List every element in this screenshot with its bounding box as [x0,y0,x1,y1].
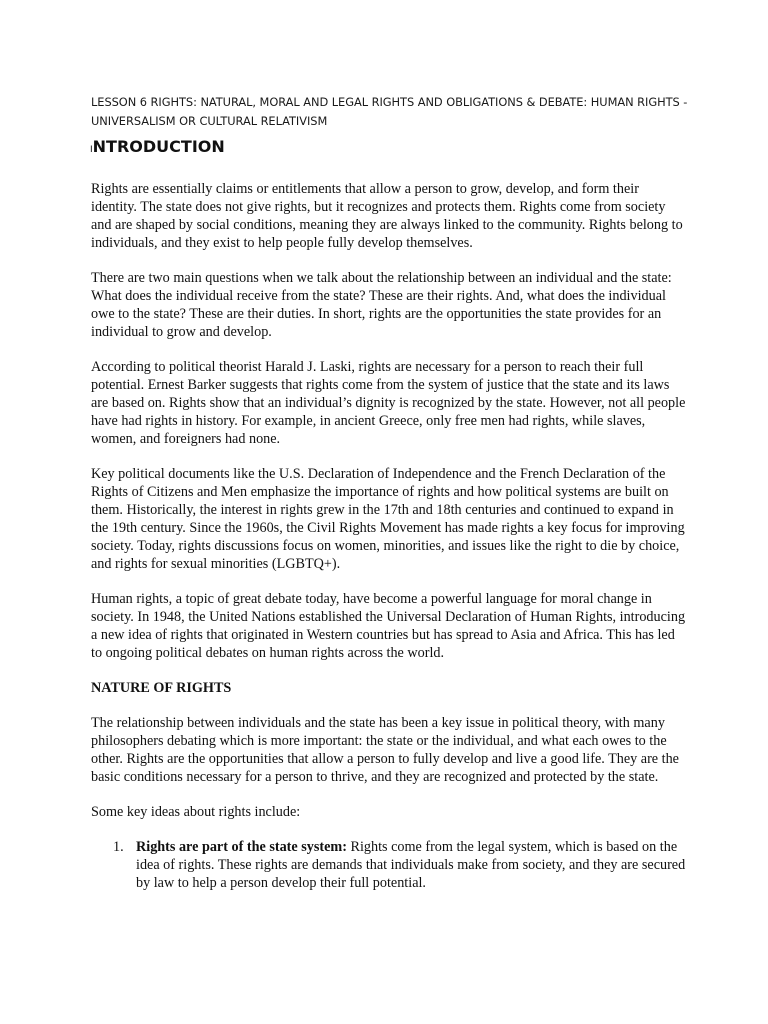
list-item-number: 1. [113,839,124,855]
lesson-title: LESSON 6 RIGHTS: NATURAL, MORAL AND LEGAL RIGHTS AND OBLIGATIONS & DEBATE: HUMAN RIGHTS - UNIVERSALISM OR CULTURAL RELATIVISM [91,95,688,128]
key-ideas-list [91,838,687,892]
document-body [91,180,687,892]
nature-of-rights-heading: NATURE OF RIGHTS [91,680,232,696]
paragraph: Rights are essentially claims or entitlements that allow a person to grow, develop, and form their identity. The state does not give rights, but it recognizes and protects them. Rights come from society and are shaped by social conditions, meaning they are always linked to the community. Rights belong to individuals, and they exist to help people fully develop themselves. [91,181,683,251]
paragraph: Human rights, a topic of great debate today, have become a powerful language for moral change in society. In 1948, the United Nations established the Universal Declaration of Human Rights, introducing a new idea of rights that originated in Western countries but has spread to Asia and Africa. This has led to ongoing political debates on human rights across the world. [91,591,686,661]
paragraph: According to political theorist Harald J. Laski, rights are necessary for a person to reach their full potential. Ernest Barker suggests that rights come from the system of justice that the state and its laws are based on. Rights show that an individual’s dignity is recognized by the state. However, not all people have had rights in history. For example, in ancient Greece, only free men had rights, while slaves, women, and foreigners had none. [91,359,686,447]
paragraph: There are two main questions when we talk about the relationship between an individual and the state: What does the individual receive from the state? These are their rights. And, what does the individual owe to the state? These are their duties. In short, rights are the opportunities the state provides for an individual to grow and develop. [91,270,672,340]
key-ideas-intro: Some key ideas about rights include: [91,804,301,820]
introduction-heading [90,137,225,156]
list-item-title: Rights are part of the state system: [136,839,347,855]
introduction-heading-text: NTRODUCTION [92,137,225,156]
list-item-text: Rights come from the legal system, which is based on the idea of rights. These rights are demands that individuals make from society, and they are secured by law to help a person develop their full potential. [136,839,686,891]
paragraph: The relationship between individuals and the state has been a key issue in political theory, with many philosophers debating which is more important: the state or the individual, and what each owes to the other. Rights are the opportunities that allow a person to fully develop and live a good life. They are the basic conditions necessary for a person to thrive, and they are recognized and protected by the state. [91,715,679,785]
introduction-first-letter: I [90,145,93,155]
list-item [91,838,687,892]
paragraph: Key political documents like the U.S. Declaration of Independence and the French Declaration of the Rights of Citizens and Men emphasize the importance of rights and how political systems are built on them. Historically, the interest in rights grew in the 17th and 18th centuries and continued to expand in the 19th century. Since the 1960s, the Civil Rights Movement has made rights a key focus for improving society. Today, rights discussions focus on women, minorities, and issues like the right to die by choice, and rights for sexual minorities (LGBTQ+). [91,466,685,572]
